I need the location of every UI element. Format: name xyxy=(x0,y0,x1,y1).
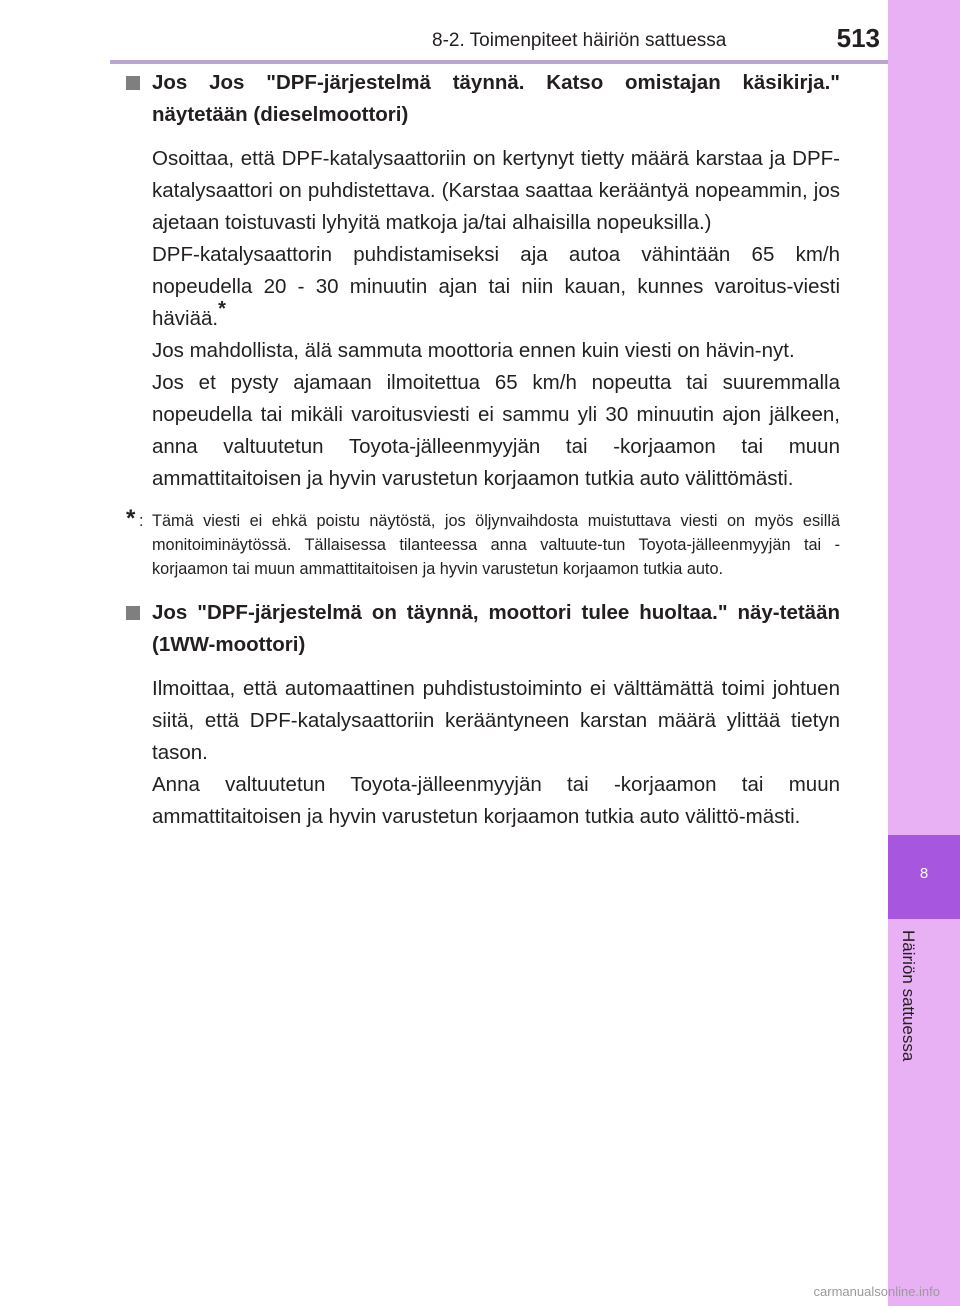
footnote-reference: * xyxy=(218,298,226,321)
paragraph: Anna valtuutetun Toyota-jälleenmyyjän tai -korjaamon tai muun ammattitaitoisen ja hyvin varustetun korjaamon tutkia auto välittö-mästi. xyxy=(152,773,840,828)
paragraph: Jos mahdollista, älä sammuta moottoria ennen kuin viesti on hävin-nyt. xyxy=(152,339,795,362)
section-dpf-full-1ww xyxy=(126,597,840,833)
footnote-text: Tämä viesti ei ehkä poistu näytöstä, jos öljynvaihdosta muistuttava viesti on myös esillä monitoiminäytössä. Tällaisessa tilanteessa anna valtuute-tun Toyota-jälleenmyyjän tai -korjaamon tai muun ammattitaitoisen ja hyvin varustetun korjaamon tutkia auto. xyxy=(152,512,840,578)
section-heading-text: Jos "DPF-järjestelmä on täynnä, moottori tulee huoltaa." näy-tetään (1WW-moottori) xyxy=(152,601,840,656)
square-bullet-icon xyxy=(126,606,140,620)
paragraph xyxy=(152,239,840,335)
paragraph-text: DPF-katalysaattorin puhdistamiseksi aja autoa vähintään 65 km/h nopeudella 20 - 30 minuutin ajan tai niin kauan, kunnes varoitus-viesti häviää. xyxy=(152,243,840,330)
footnote-colon: : xyxy=(139,512,144,530)
chapter-number: 8 xyxy=(919,865,929,882)
page-number: 513 xyxy=(836,23,880,53)
paragraph: Ilmoittaa, että automaattinen puhdistustoiminto ei välttämättä toimi johtuen siitä, että DPF-katalysaattoriin kerääntyneen karstan määrä ylittää tietyn tason. xyxy=(152,677,840,764)
chapter-label: Häiriön sattuessa xyxy=(899,930,918,1062)
footnote-asterisk: * xyxy=(126,505,136,532)
square-bullet-icon xyxy=(126,76,140,90)
section-title: 8-2. Toimenpiteet häiriön sattuessa xyxy=(432,30,727,51)
section-heading xyxy=(152,67,840,131)
section-dpf-full-diesel xyxy=(126,67,840,495)
header-divider xyxy=(110,60,888,64)
chapter-side-tab xyxy=(888,0,960,1306)
footnote xyxy=(126,505,840,581)
section-heading xyxy=(152,597,840,661)
paragraph: Jos et pysty ajamaan ilmoitettua 65 km/h nopeutta tai suuremmalla nopeudella tai mikäli varoitusviesti ei sammu yli 30 minuutin ajon jälkeen, anna valtuutetun Toyota-jälleenmyyjän tai -korjaamon tai muun ammattitaitoisen ja hyvin varustetun korjaamon tutkia auto välittömästi. xyxy=(152,371,840,490)
section-heading-text: Jos Jos "DPF-järjestelmä täynnä. Katso omistajan käsikirja." näytetään (dieselmoottori) xyxy=(152,71,840,126)
watermark: carmanualsonline.info xyxy=(813,1284,940,1299)
page-content xyxy=(126,67,840,833)
paragraph: Osoittaa, että DPF-katalysaattoriin on kertynyt tietty määrä karstaa ja DPF-katalysaattori on puhdistettava. (Karstaa saattaa kerääntyä nopeammin, jos ajetaan toistuvasti lyhyitä matkoja ja/tai alhaisilla nopeuksilla.) xyxy=(152,147,840,234)
